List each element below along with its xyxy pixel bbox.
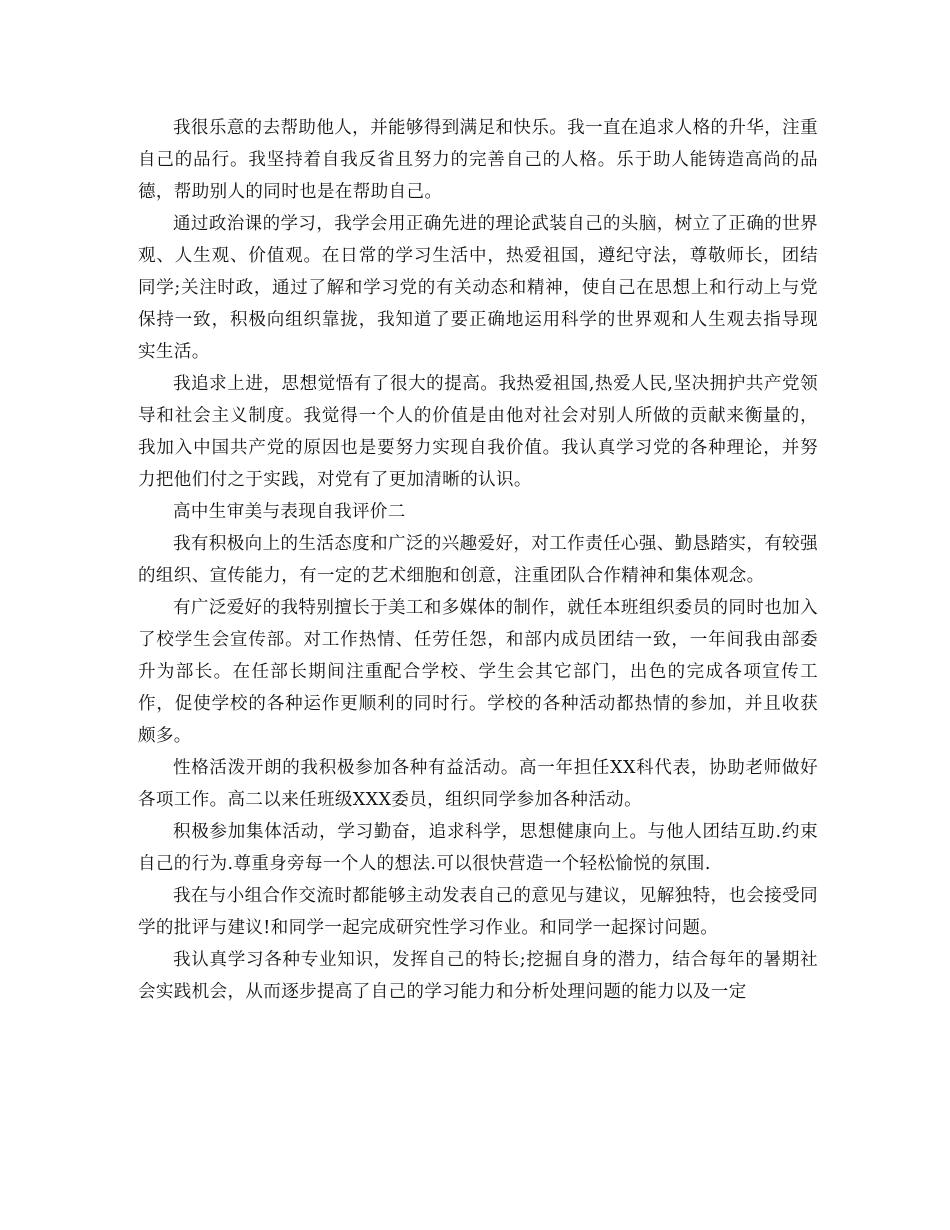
section-heading: 高中生审美与表现自我评价二: [173, 502, 406, 522]
paragraph-publicity-work: 有广泛爱好的我特别擅长于美工和多媒体的制作，就任本班组织委员的同时也加入了校学生会宣传部。对工作热情、任劳任怨，和部内成员团结一致，一年间我由部委升为部长。在任部长期间注重配合学校、学生会其它部门，出色的完成各项宣传工作，促使学校的各种运作更顺利的同时行。学校的各种活动都热情的参加，并且收获颇多。: [138, 598, 818, 746]
paragraph-ideology: 我追求上进，思想觉悟有了很大的提高。我热爱祖国,热爱人民,坚决拥护共产党领导和社会主义制度。我觉得一个人的价值是由他对社会对别人所做的贡献来衡量的，我加入中国共产党的原因也是要努力实现自我价值。我认真学习党的各种理论，并努力把他们付之于实践，对党有了更加清晰的认识。: [138, 374, 818, 490]
document-body: [138, 112, 818, 1008]
paragraph-helping-others: 我很乐意的去帮助他人，并能够得到满足和快乐。我一直在追求人格的升华，注重自己的品行。我坚持着自我反省且努力的完善自己的人格。乐于助人能铸造高尚的品德，帮助别人的同时也是在帮助自己。: [138, 118, 818, 202]
paragraph-group-cooperation: 我在与小组合作交流时都能够主动发表自己的意见与建议，见解独特，也会接受同学的批评与建议!和同学一起完成研究性学习作业。和同学一起探讨问题。: [138, 886, 818, 938]
paragraph-politics-study: 通过政治课的学习，我学会用正确先进的理论武装自己的头脑，树立了正确的世界观、人生观、价值观。在日常的学习生活中，热爱祖国，遵纪守法，尊敬师长，团结同学;关注时政，通过了解和学习党的有关动态和精神，使自己在思想上和行动上与党保持一致，积极向组织靠拢，我知道了要正确地运用科学的世界观和人生观去指导现实生活。: [138, 214, 818, 362]
paragraph-activities: 性格活泼开朗的我积极参加各种有益活动。高一年担任XX科代表，协助老师做好各项工作。高二以来任班级XXX委员，组织同学参加各种活动。: [138, 758, 818, 810]
paragraph-collective: 积极参加集体活动，学习勤奋，追求科学，思想健康向上。与他人团结互助.约束自己的行为.尊重身旁每一个人的想法.可以很快营造一个轻松愉悦的氛围.: [138, 822, 818, 874]
paragraph-professional-knowledge: 我认真学习各种专业知识，发挥自己的特长;挖掘自身的潜力，结合每年的暑期社会实践机会，从而逐步提高了自己的学习能力和分析处理问题的能力以及一定: [138, 950, 818, 1002]
paragraph-attitude: 我有积极向上的生活态度和广泛的兴趣爱好，对工作责任心强、勤恳踏实，有较强的组织、宣传能力，有一定的艺术细胞和创意，注重团队合作精神和集体观念。: [138, 534, 818, 586]
